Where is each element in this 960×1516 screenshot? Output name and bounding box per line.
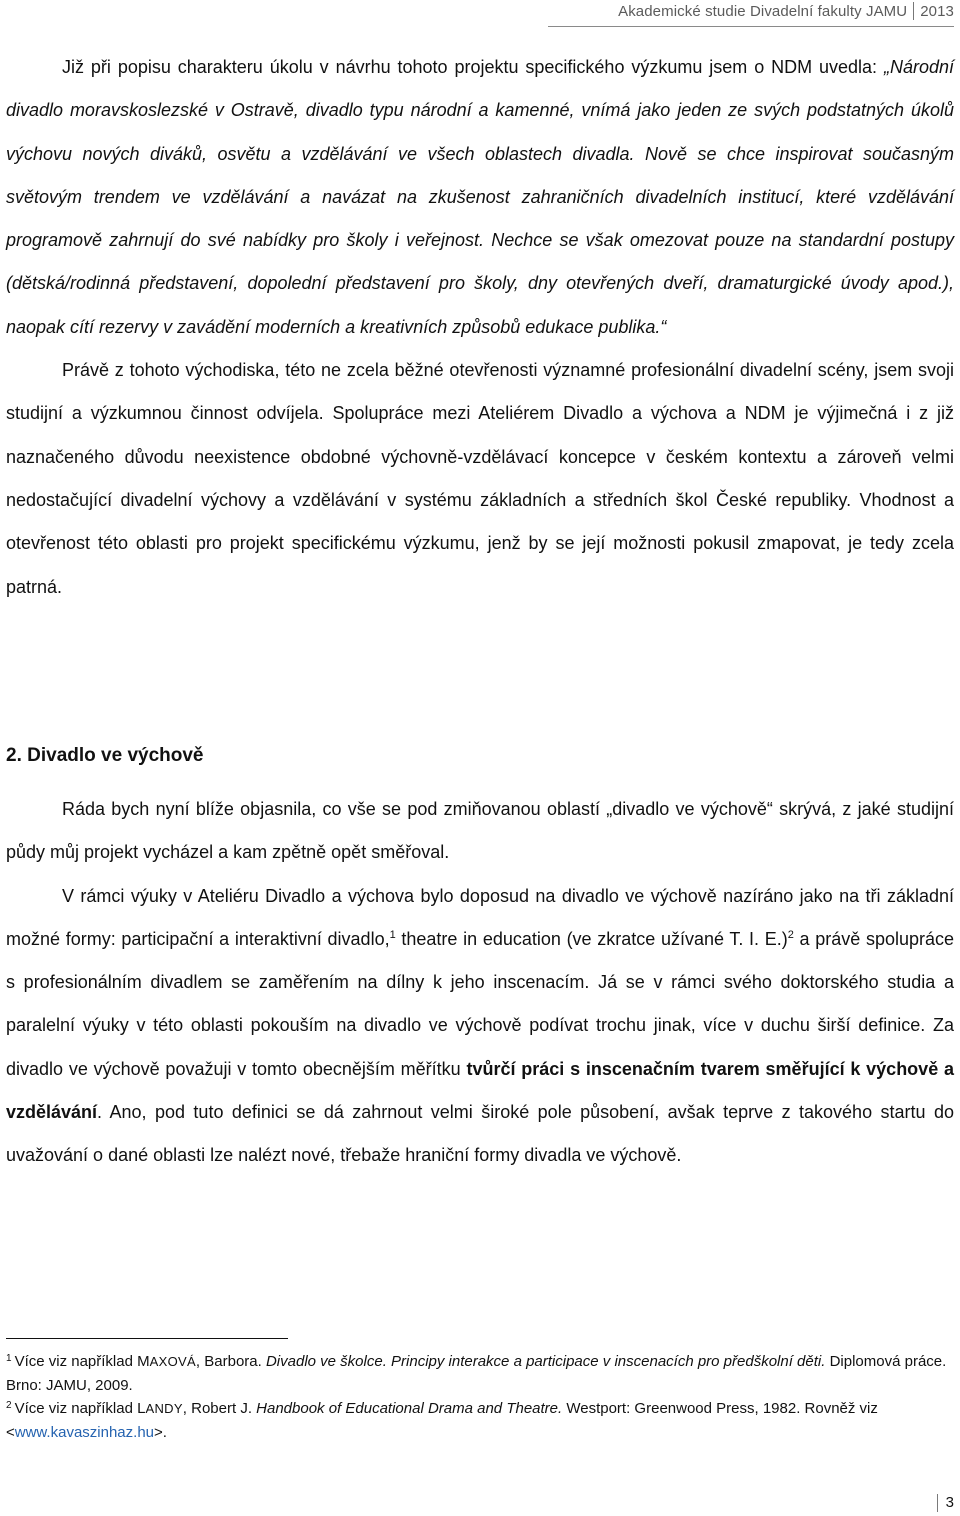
footnote-2-post: , Robert J. [182,1400,257,1417]
footnotes [6,1350,954,1444]
paragraph-4 [6,875,954,1178]
paragraph-4-part-c: a právě spolupráce s profesionálním divadlem se zaměřením na dílny k jeho inscenacím. Já se v rámci svého doktorského studia a paralelní výuky v této oblasti pokouším na divadlo ve výchově podívat trochu jinak, více v duchu širší definice. Za divadlo ve výchově považuji v tomto obecnějším měřítku [6,928,955,1079]
footnote-2-end: >. [154,1423,167,1441]
paragraph-3: Ráda bych nyní blíže objasnila, co vše se pod zmiňovanou oblastí „divadlo ve výchově“ skrývá, z jaké studijní půdy můj projekt vycházel a kam zpětně opět směřoval. [6,799,954,863]
header-year: 2013 [920,3,954,20]
footnote-1-number: 1 [6,1353,12,1364]
paragraph-4-part-d: . Ano, pod tuto definici se dá zahrnout velmi široké pole působení, avšak teprve z takového startu do uvažování o dané oblasti lze nalézt nové, třebaže hraniční formy divadla ve výchově. [6,1102,954,1166]
paragraph-4-definition: tvůrčí práci s inscenačním tvarem směřující k výchově a vzdělávání [6,1058,954,1123]
footnote-2-pre: Více viz například L [14,1400,146,1417]
website-link[interactable]: www.kavaszinhaz.hu [14,1423,154,1441]
footnote-2 [6,1397,954,1444]
paragraph-4-part-b: theatre in education (ve zkratce užívané T. I. E.) [395,928,788,949]
footnote-ref-2[interactable]: 2 [787,928,794,941]
footnote-separator [6,1338,288,1339]
running-header [618,2,954,20]
section-heading: 2. Divadlo ve výchově [6,745,204,766]
footnote-1-rest: Diplomová práce. Brno: JAMU, 2009. [6,1353,947,1394]
footnote-1-post: , Barbora. [195,1353,266,1370]
paragraph-1 [6,46,954,349]
footnote-2-number: 2 [6,1400,12,1411]
footnote-2-author: ANDY [145,1401,183,1416]
footnote-2-rest: Westport: Greenwood Press, 1982. Rovněž viz < [6,1400,878,1441]
footnote-1 [6,1350,954,1397]
page-number: 3 [937,1494,954,1512]
footnote-1-pre: Více viz například M [14,1353,150,1370]
body-text-upper [6,46,954,609]
header-rule [548,26,954,27]
body-text-lower [6,788,954,1178]
footnote-1-author: AXOVÁ [149,1354,196,1369]
paragraph-4-part-a: V rámci výuky v Ateliéru Divadlo a výchova bylo doposud na divadlo ve výchově nazíráno jako na tři základní možné formy: participační a interaktivní divadlo, [6,885,954,949]
paragraph-1-quote: „Národní divadlo moravskoslezské v Ostravě, divadlo typu národní a kamenné, vnímá jako jeden ze svých podstatných úkolů výchovu nových diváků, osvětu a vzdělávání ve všech oblastech divadla. Nově se chce inspirovat současným světovým trendem ve vzdělávání a navázat na zkušenost zahraničních divadelních institucí, které vzdělávání programově zahrnují do své nabídky pro školy i veřejnost. Nechce se však omezovat pouze na standardní postupy (dětská/rodinná představení, dopolední představení pro školy, dny otevřených dveří, dramaturgické úvody apod.), naopak cítí rezervy v zavádění moderních a kreativních způsobů edukace publika.“ [6,57,954,337]
footnote-2-title: Handbook of Educational Drama and Theatre. [256,1400,563,1417]
header-separator [913,2,914,20]
footnote-ref-1[interactable]: 1 [389,928,396,941]
paragraph-1-intro: Již při popisu charakteru úkolu v návrhu tohoto projektu specifického výzkumu jsem o NDM uvedla: [62,57,884,77]
footnote-1-title: Divadlo ve školce. Principy interakce a participace v inscenacích pro předškolní děti. [265,1353,826,1370]
paragraph-2: Právě z tohoto východiska, této ne zcela běžné otevřenosti významné profesionální divadelní scény, jsem svoji studijní a výzkumnou činnost odvíjela. Spolupráce mezi Ateliérem Divadlo a výchova a NDM je výjimečná i z již naznačeného důvodu neexistence obdobné výchovně-vzdělávací koncepce v českém kontextu a zároveň velmi nedostačující divadelní výchovy a vzdělávání v systému základních a středních škol České republiky. Vhodnost a otevřenost této oblasti pro projekt specifickému výzkumu, jenž by se její možnosti pokusil zmapovat, je tedy zcela patrná. [6,360,954,597]
running-title: Akademické studie Divadelní fakulty JAMU [618,3,908,20]
